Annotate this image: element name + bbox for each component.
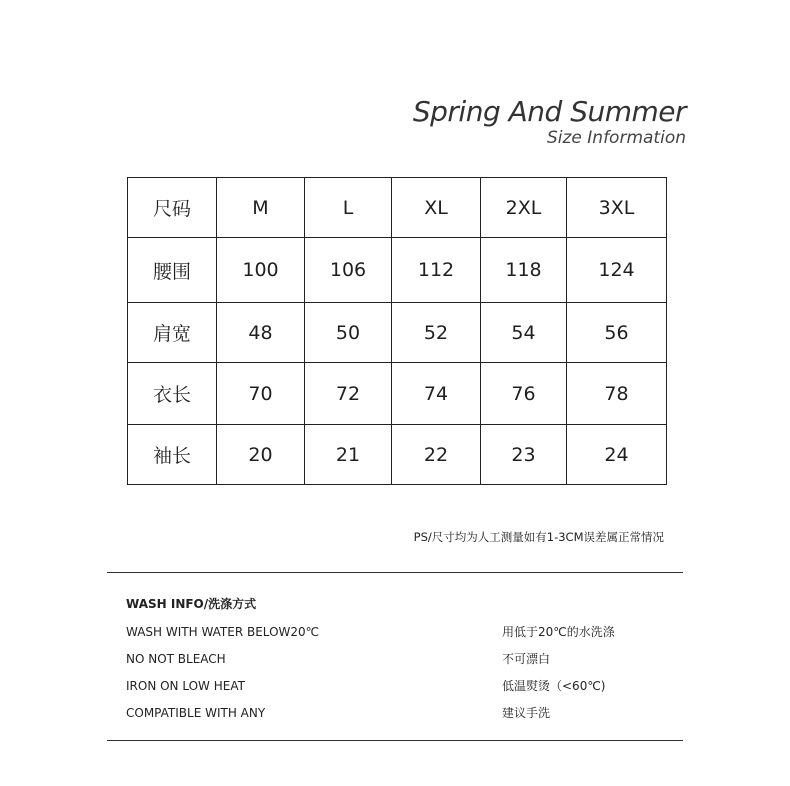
wash-instruction-zh: 低温熨烫（<60℃) — [502, 679, 606, 693]
table-cell: 118 — [481, 238, 567, 303]
table-cell: 48 — [217, 303, 305, 363]
table-cell: 54 — [481, 303, 567, 363]
table-cell: 112 — [392, 238, 481, 303]
table-cell: 76 — [481, 363, 567, 425]
table-cell: 袖长 — [128, 425, 217, 485]
table-cell: 50 — [305, 303, 392, 363]
table-cell: 腰围 — [128, 238, 217, 303]
table-cell: 56 — [567, 303, 667, 363]
table-cell: XL — [392, 178, 481, 238]
table-cell: 70 — [217, 363, 305, 425]
measurement-note: PS/尺寸均为人工测量如有1-3CM误差属正常情况 — [413, 530, 664, 544]
table-cell: 74 — [392, 363, 481, 425]
table-cell: 23 — [481, 425, 567, 485]
table-row — [128, 425, 667, 485]
table-cell: L — [305, 178, 392, 238]
table-cell: 2XL — [481, 178, 567, 238]
table-cell: 22 — [392, 425, 481, 485]
divider — [107, 740, 683, 741]
table-cell: 尺码 — [128, 178, 217, 238]
table-cell: 106 — [305, 238, 392, 303]
table-cell: 24 — [567, 425, 667, 485]
size-table — [127, 177, 667, 485]
wash-instruction-zh: 用低于20℃的水洗涤 — [502, 625, 615, 639]
table-cell: 124 — [567, 238, 667, 303]
table-row — [128, 238, 667, 303]
table-cell: 20 — [217, 425, 305, 485]
table-cell: 78 — [567, 363, 667, 425]
table-cell: 3XL — [567, 178, 667, 238]
wash-instruction-en: WASH WITH WATER BELOW20℃ — [126, 625, 320, 639]
table-cell: 72 — [305, 363, 392, 425]
wash-info-title: WASH INFO/洗涤方式 — [126, 597, 257, 611]
table-cell: 肩宽 — [128, 303, 217, 363]
wash-instruction-zh: 建议手洗 — [502, 706, 551, 720]
page-subtitle: Size Information — [546, 128, 686, 148]
table-cell: M — [217, 178, 305, 238]
page-title: Spring And Summer — [412, 95, 686, 128]
table-cell: 52 — [392, 303, 481, 363]
table-row — [128, 303, 667, 363]
table-cell: 21 — [305, 425, 392, 485]
table-cell: 衣长 — [128, 363, 217, 425]
wash-instruction-en: COMPATIBLE WITH ANY — [126, 706, 266, 720]
table-row — [128, 178, 667, 238]
wash-instruction-en: IRON ON LOW HEAT — [126, 679, 245, 693]
wash-instruction-zh: 不可漂白 — [502, 652, 551, 666]
divider — [107, 572, 683, 573]
table-row — [128, 363, 667, 425]
table-cell: 100 — [217, 238, 305, 303]
wash-instruction-en: NO NOT BLEACH — [126, 652, 226, 666]
